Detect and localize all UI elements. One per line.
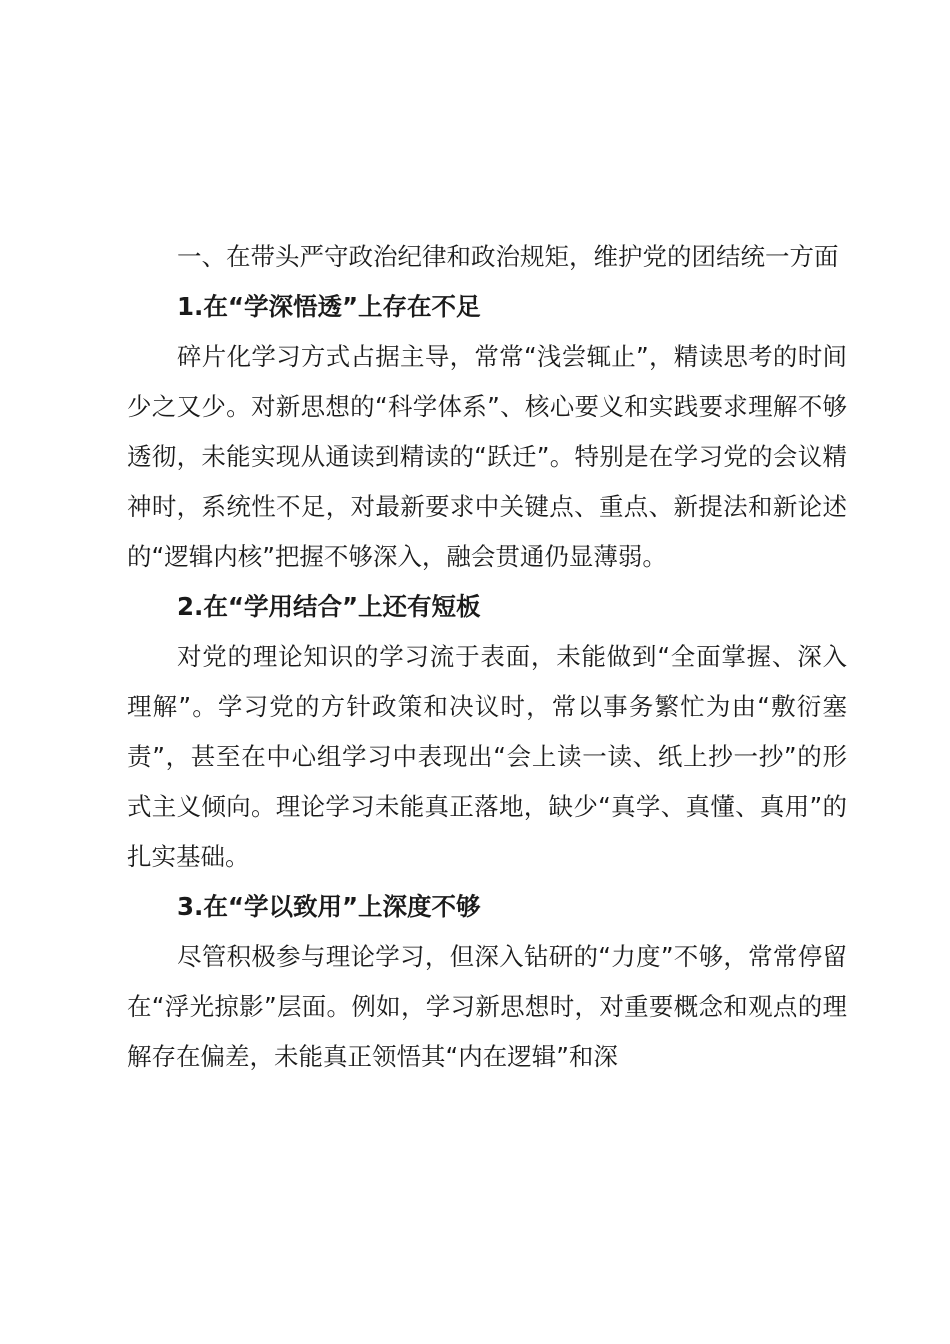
item-3-heading: 3.在“学以致用”上深度不够	[177, 892, 481, 921]
item-2-body: 对党的理论知识的学习流于表面，未能做到“全面掌握、深入理解”。学习党的方针政策和决议时，常以事务繁忙为由“敷衍塞责”，甚至在中心组学习中表现出“会上读一读、纸上抄一抄”的形式主义倾向。理论学习未能真正落地，缺少“真学、真懂、真用”的扎实基础。	[127, 642, 847, 871]
item-3-body: 尽管积极参与理论学习，但深入钻研的“力度”不够，常常停留在“浮光掠影”层面。例如，学习新思想时，对重要概念和观点的理解存在偏差，未能真正领悟其“内在逻辑”和深	[127, 942, 847, 1071]
item-2-heading: 2.在“学用结合”上还有短板	[177, 592, 481, 621]
item-1-body: 碎片化学习方式占据主导，常常“浅尝辄止”，精读思考的时间少之又少。对新思想的“科学体系”、核心要义和实践要求理解不够透彻，未能实现从通读到精读的“跃迁”。特别是在学习党的会议精神时，系统性不足，对最新要求中关键点、重点、新提法和新论述的“逻辑内核”把握不够深入，融会贯通仍显薄弱。	[127, 342, 847, 571]
item-1-heading: 1.在“学深悟透”上存在不足	[177, 292, 481, 321]
section-heading: 一、在带头严守政治纪律和政治规矩，维护党的团结统一方面	[177, 242, 839, 271]
document-body	[127, 232, 847, 1082]
